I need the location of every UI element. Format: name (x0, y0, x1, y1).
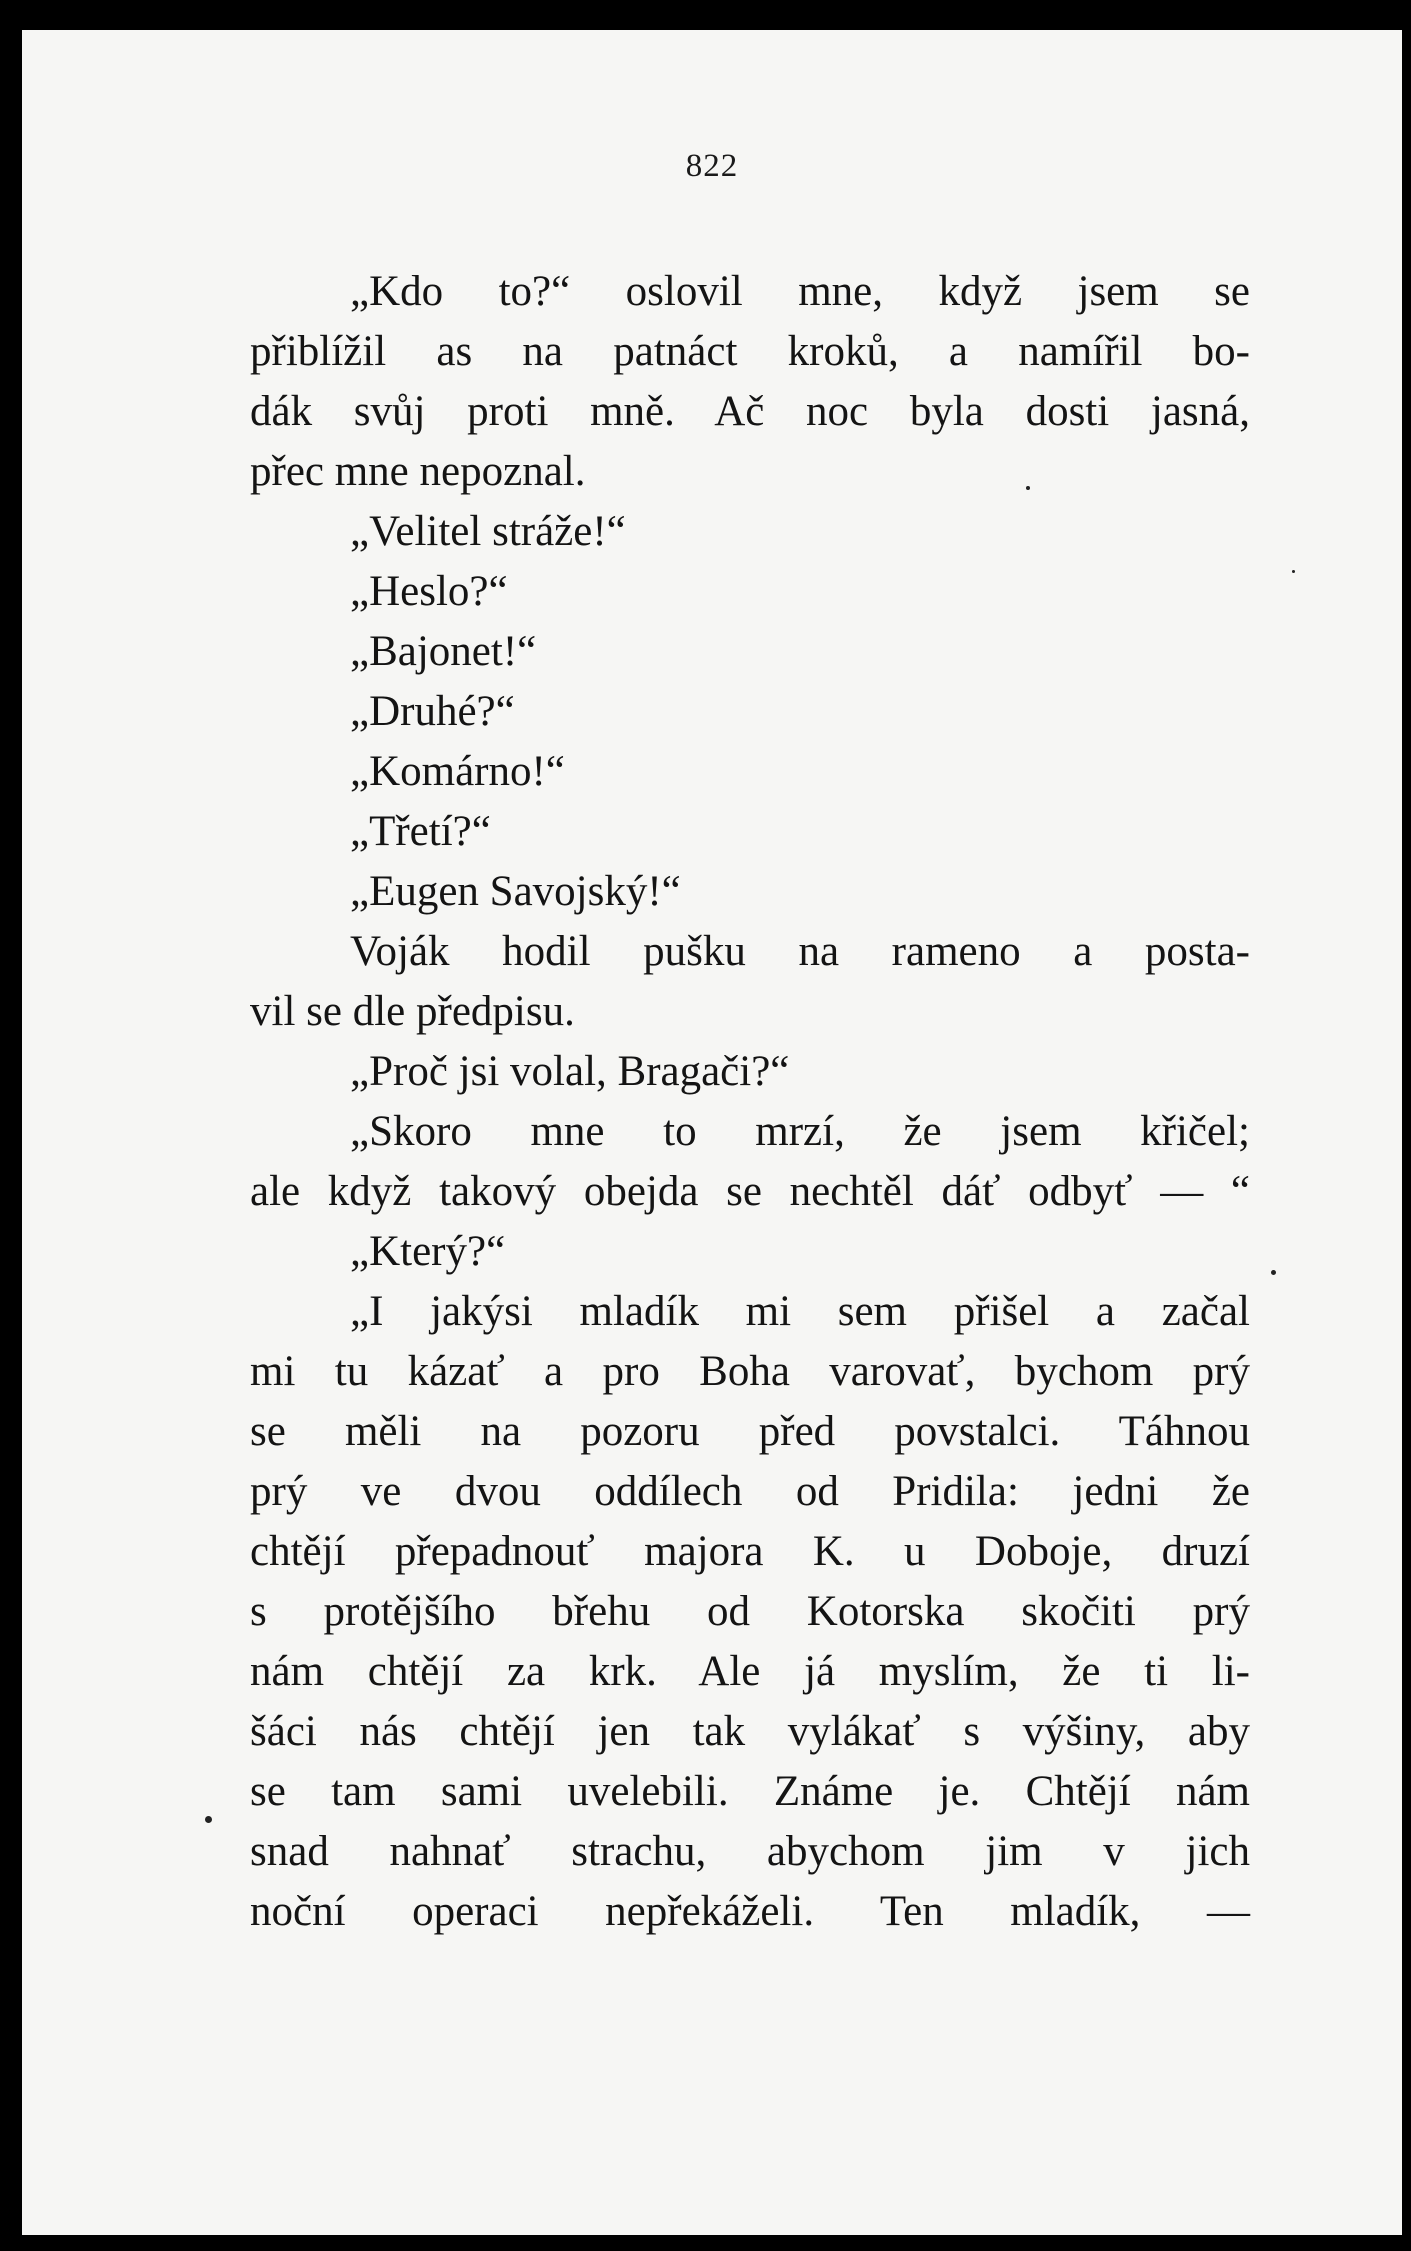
page-number: 822 (685, 148, 739, 184)
text-line: ale když takový obejda se nechtěl dáť odbyť — “ (250, 1168, 1250, 1215)
scan-speck (1271, 1270, 1276, 1275)
text-line: „Komárno!“ (350, 748, 565, 795)
text-line: se tam sami uvelebili. Známe je. Chtějí nám (250, 1768, 1250, 1815)
text-line: chtějí přepadnouť majora K. u Doboje, druzí (250, 1528, 1250, 1575)
text-line: noční operaci nepřekáželi. Ten mladík, — (250, 1888, 1250, 1935)
scan-speck (1026, 486, 1030, 490)
book-page (22, 30, 1402, 2235)
text-line: „Proč jsi volal, Bragači?“ (350, 1048, 790, 1095)
text-line: Voják hodil pušku na rameno a posta- (350, 928, 1250, 975)
text-line: „Eugen Savojský!“ (350, 868, 681, 915)
scan-speck (205, 1816, 212, 1823)
text-line: „Velitel stráže!“ (350, 508, 626, 555)
text-line: vil se dle předpisu. (250, 988, 575, 1035)
text-line: přiblížil as na patnáct kroků, a namířil bo- (250, 328, 1250, 375)
text-line: se měli na pozoru před povstalci. Táhnou (250, 1408, 1250, 1455)
text-line: „Kdo to?“ oslovil mne, když jsem se (350, 268, 1250, 315)
text-line: „Třetí?“ (350, 808, 491, 855)
text-line: s protějšího břehu od Kotorska skočiti prý (250, 1588, 1250, 1635)
text-line: mi tu kázať a pro Boha varovať, bychom prý (250, 1348, 1250, 1395)
text-line: „Bajonet!“ (350, 628, 537, 675)
scan-speck (1292, 570, 1295, 573)
text-line: „Skoro mne to mrzí, že jsem křičel; (350, 1108, 1250, 1155)
text-line: šáci nás chtějí jen tak vylákať s výšiny, aby (250, 1708, 1250, 1755)
text-line: „Heslo?“ (350, 568, 508, 615)
text-line: snad nahnať strachu, abychom jim v jich (250, 1828, 1250, 1875)
text-line: prý ve dvou oddílech od Pridila: jedni že (250, 1468, 1250, 1515)
text-line: „Který?“ (350, 1228, 506, 1275)
text-line: „Druhé?“ (350, 688, 515, 735)
text-line: „I jakýsi mladík mi sem přišel a začal (350, 1288, 1250, 1335)
text-line: dák svůj proti mně. Ač noc byla dosti jasná, (250, 388, 1250, 435)
text-line: přec mne nepoznal. (250, 448, 586, 495)
text-line: nám chtějí za krk. Ale já myslím, že ti li- (250, 1648, 1250, 1695)
